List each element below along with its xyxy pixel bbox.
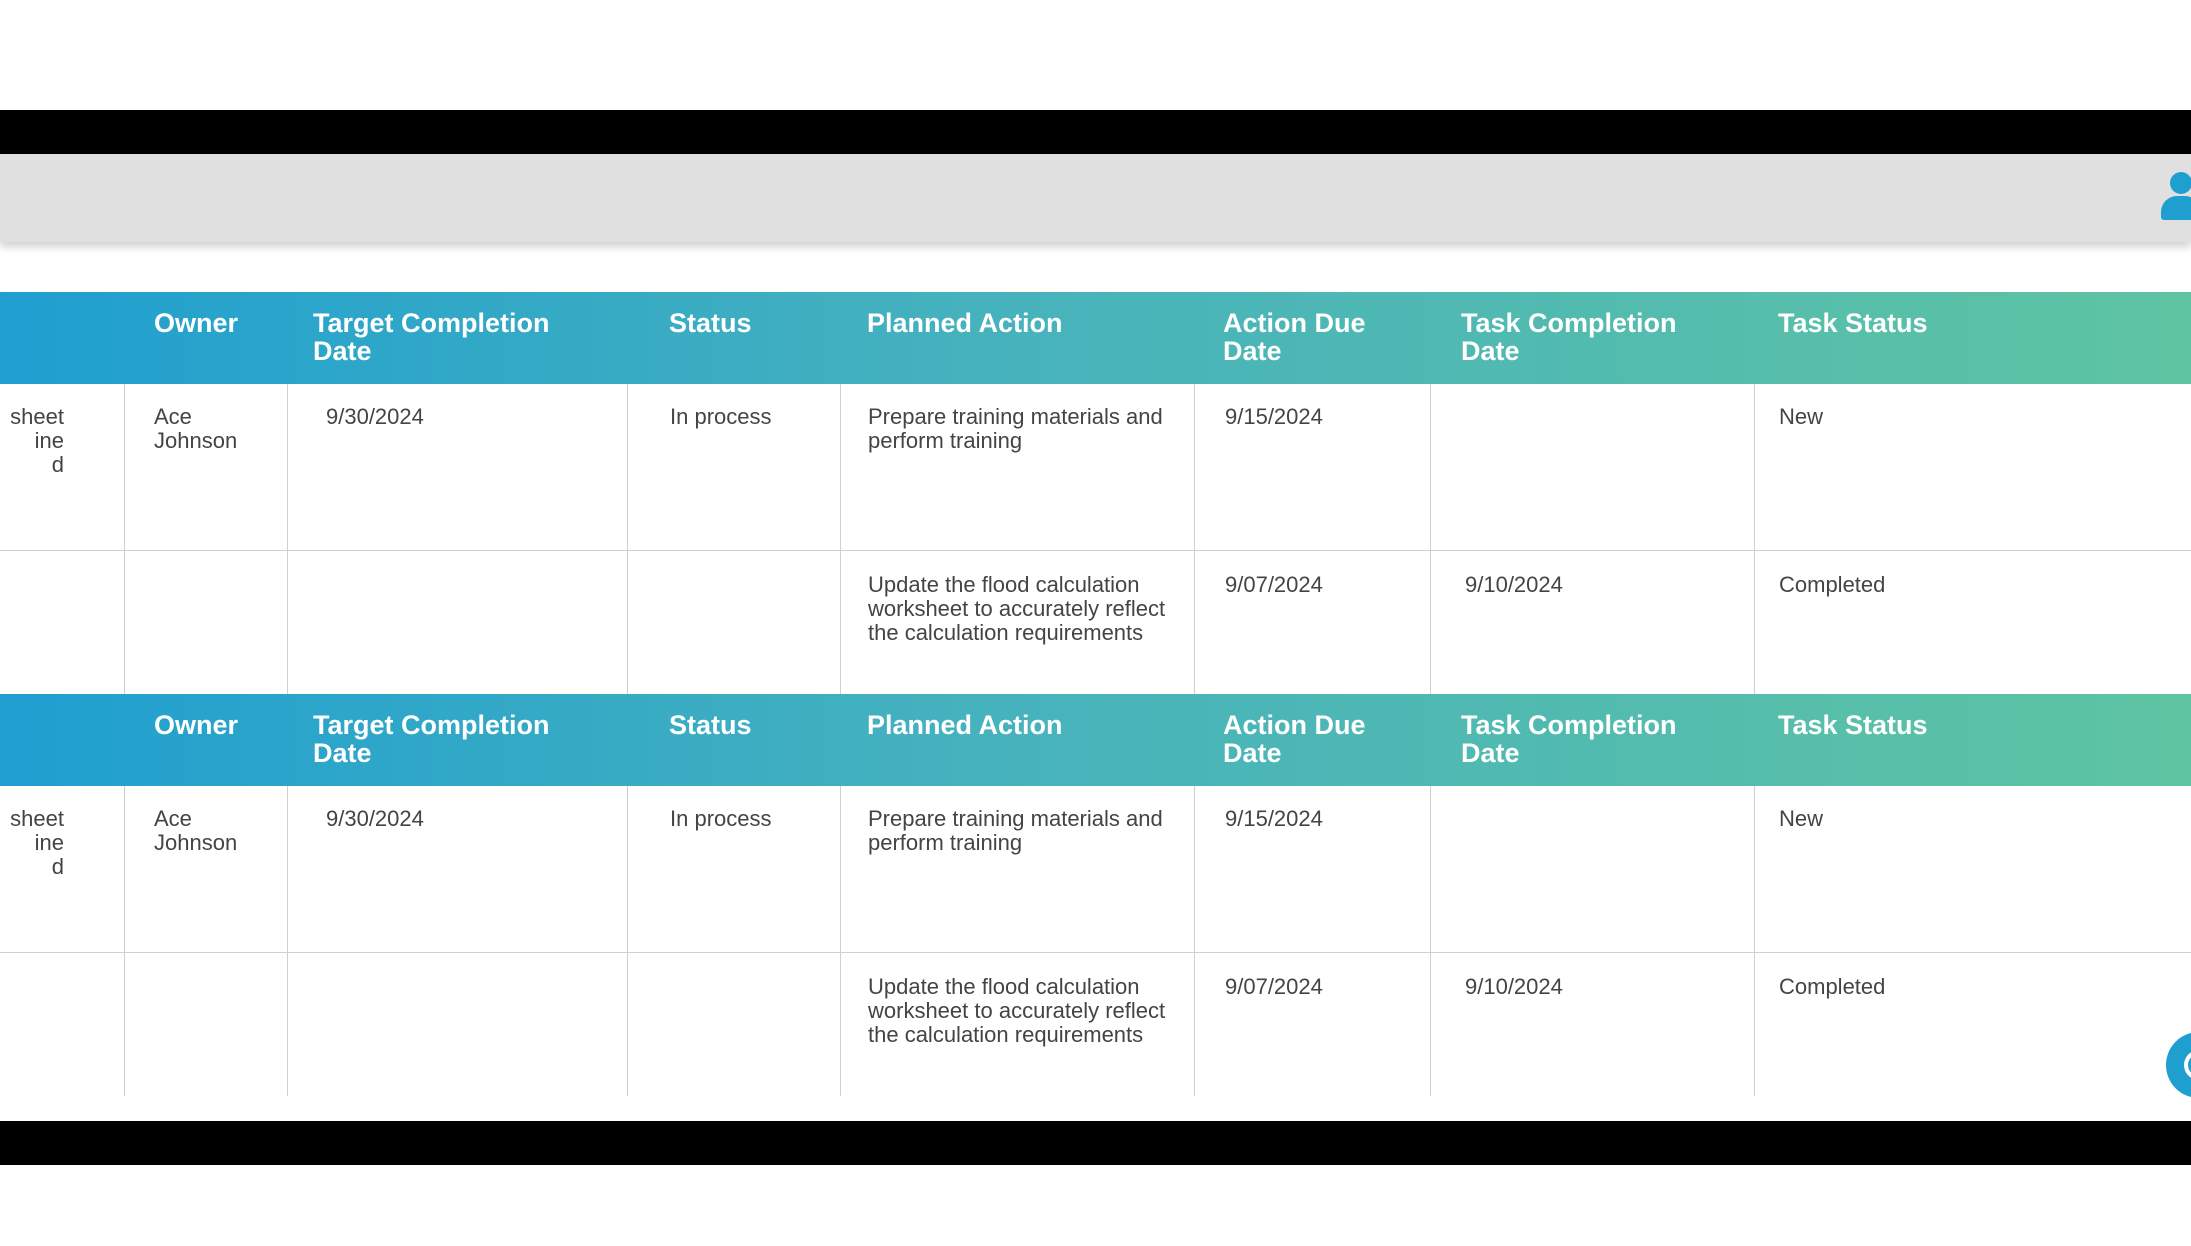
column-header-target-completion-date[interactable]: Target Completion Date xyxy=(313,710,550,768)
user-icon[interactable] xyxy=(2161,172,2191,220)
action-due-date-cell: 9/15/2024 xyxy=(1225,806,1323,831)
column-divider xyxy=(1430,384,1431,694)
column-header-action-due-date[interactable]: Action Due Date xyxy=(1223,710,1366,768)
planned-action-cell: Update the flood calculation worksheet to accurately reflect the calculation requirements xyxy=(868,974,1166,1047)
task-status-cell: New xyxy=(1779,404,1824,429)
chat-icon-ring xyxy=(2184,1050,2191,1080)
table-row[interactable] xyxy=(0,384,2191,550)
column-header-task-completion-date[interactable]: Task Completion Date xyxy=(1461,308,1677,366)
column-divider xyxy=(840,786,841,1096)
column-divider xyxy=(1194,786,1195,1096)
planned-action-cell: Update the flood calculation worksheet to accurately reflect the calculation requirements xyxy=(868,572,1166,645)
column-header-owner[interactable]: Owner xyxy=(154,710,239,740)
action-due-date-cell: 9/07/2024 xyxy=(1225,974,1323,999)
partial-text-line: sheet xyxy=(10,405,64,429)
column-divider xyxy=(124,384,125,694)
partial-text-cell xyxy=(0,405,66,477)
status-cell: In process xyxy=(670,404,772,429)
status-cell: In process xyxy=(670,806,772,831)
partial-text-line: ine xyxy=(34,830,64,855)
table-header xyxy=(0,694,2191,786)
target-completion-date-cell: 9/30/2024 xyxy=(326,806,424,831)
owner-cell: Ace Johnson xyxy=(154,806,238,855)
column-header-target-completion-date[interactable]: Target Completion Date xyxy=(313,308,550,366)
table-row[interactable] xyxy=(0,786,2191,952)
column-divider xyxy=(627,786,628,1096)
partial-text-line: d xyxy=(51,452,64,477)
column-header-planned-action[interactable]: Planned Action xyxy=(867,308,1063,338)
column-divider xyxy=(287,384,288,694)
action-due-date-cell: 9/15/2024 xyxy=(1225,404,1323,429)
task-status-cell: Completed xyxy=(1779,572,1886,597)
column-divider xyxy=(124,786,125,1096)
partial-text-line: d xyxy=(51,854,64,879)
user-icon-head xyxy=(2170,172,2191,194)
column-divider xyxy=(287,786,288,1096)
table-row[interactable] xyxy=(0,953,2191,1096)
table-row[interactable] xyxy=(0,551,2191,693)
planned-action-cell: Prepare training materials and perform training xyxy=(868,806,1163,855)
action-due-date-cell: 9/07/2024 xyxy=(1225,572,1323,597)
partial-text-cell xyxy=(0,807,66,879)
column-header-status[interactable]: Status xyxy=(669,308,752,338)
column-divider xyxy=(1194,384,1195,694)
column-header-action-due-date[interactable]: Action Due Date xyxy=(1223,308,1366,366)
column-divider xyxy=(627,384,628,694)
app-header xyxy=(0,154,2191,242)
task-completion-date-cell: 9/10/2024 xyxy=(1465,974,1563,999)
top-letterbox-bar xyxy=(0,110,2191,154)
column-divider xyxy=(840,384,841,694)
column-header-task-status[interactable]: Task Status xyxy=(1778,308,1928,338)
task-status-cell: New xyxy=(1779,806,1824,831)
partial-text-line: sheet xyxy=(10,807,64,831)
column-header-task-completion-date[interactable]: Task Completion Date xyxy=(1461,710,1677,768)
bottom-letterbox-bar xyxy=(0,1121,2191,1165)
partial-text-line: ine xyxy=(34,428,64,453)
column-divider xyxy=(1754,786,1755,1096)
column-divider xyxy=(1754,384,1755,694)
task-completion-date-cell: 9/10/2024 xyxy=(1465,572,1563,597)
owner-cell: Ace Johnson xyxy=(154,404,238,453)
column-divider xyxy=(1430,786,1431,1096)
column-header-task-status[interactable]: Task Status xyxy=(1778,710,1928,740)
column-header-planned-action[interactable]: Planned Action xyxy=(867,710,1063,740)
column-header-status[interactable]: Status xyxy=(669,710,752,740)
table-header xyxy=(0,292,2191,384)
column-header-owner[interactable]: Owner xyxy=(154,308,239,338)
user-icon-body xyxy=(2161,196,2191,220)
target-completion-date-cell: 9/30/2024 xyxy=(326,404,424,429)
task-status-cell: Completed xyxy=(1779,974,1886,999)
planned-action-cell: Prepare training materials and perform training xyxy=(868,404,1163,453)
